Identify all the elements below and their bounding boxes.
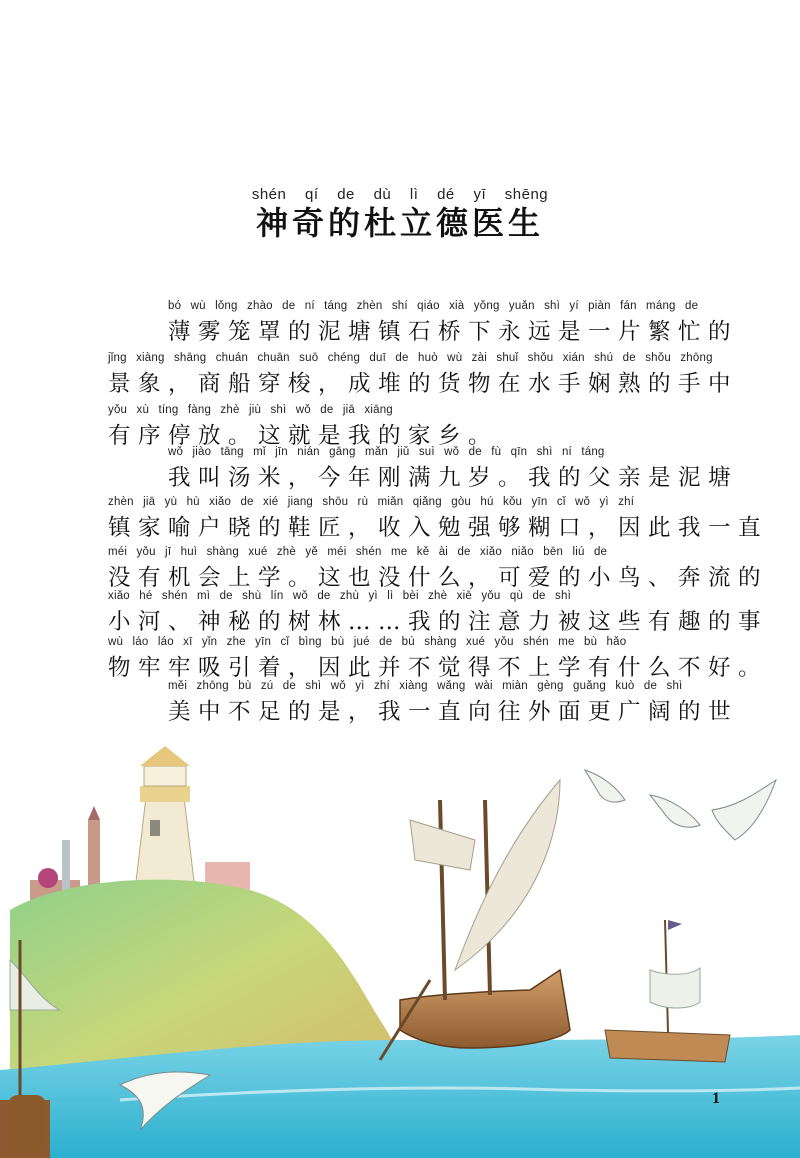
pinyin-line: wǒ jiào tāng mǐ jīn nián gāng mǎn jiǔ suì wǒ de fù qīn shì ní táng bbox=[168, 446, 605, 458]
pinyin-line: wù láo láo xī yǐn zhe yīn cǐ bìng bù jué de bú shàng xué yǒu shén me bù hǎo bbox=[108, 636, 627, 648]
pinyin-line: méi yǒu jī huì shàng xué zhè yě méi shén me kě ài de xiǎo niǎo bēn liú de bbox=[108, 546, 608, 558]
barrel bbox=[8, 1095, 46, 1151]
chinese-line: 镇家喻户晓的鞋匠，收入勉强够糊口，因此我一直 bbox=[108, 515, 769, 541]
text-line bbox=[108, 680, 739, 738]
flying-birds bbox=[585, 770, 776, 840]
lighthouse bbox=[135, 746, 195, 890]
chinese-line: 薄雾笼罩的泥塘镇石桥下永远是一片繁忙的 bbox=[168, 319, 739, 345]
pinyin-line: xiǎo hé shén mì de shù lín wǒ de zhù yì lì bèi zhè xiē yǒu qù de shì bbox=[108, 590, 571, 602]
chinese-line: 我叫汤米，今年刚满九岁。我的父亲是泥塘 bbox=[168, 465, 739, 491]
pinyin-line: zhèn jiā yù hù xiǎo de xié jiang shōu rù miǎn qiǎng gòu hú kǒu yīn cǐ wǒ yì zhí bbox=[108, 496, 635, 508]
pinyin-line: yǒu xù tíng fàng zhè jiù shì wǒ de jiā xiāng bbox=[108, 404, 393, 416]
harbor-illustration bbox=[0, 740, 800, 1158]
pinyin-line: měi zhōng bù zú de shì wǒ yì zhí xiàng wǎng wài miàn gèng guǎng kuò de shì bbox=[168, 680, 683, 692]
chinese-line: 美中不足的是，我一直向往外面更广阔的世 bbox=[168, 699, 739, 725]
title-block bbox=[0, 186, 800, 243]
pinyin-line: jǐng xiàng shāng chuán chuān suō chéng duī de huò wù zài shuǐ shǒu xián shú de shǒu zhōng bbox=[108, 352, 713, 364]
chinese-line: 小河、神秘的树林……我的注意力被这些有趣的事 bbox=[108, 609, 769, 635]
chinese-line: 有序停放。这就是我的家乡。 bbox=[108, 423, 499, 449]
chinese-line: 没有机会上学。这也没什么，可爱的小鸟、奔流的 bbox=[108, 565, 769, 591]
small-ship bbox=[605, 920, 730, 1062]
page-number: 1 bbox=[712, 1090, 720, 1107]
pinyin-line: bó wù lǒng zhào de ní táng zhèn shí qiáo xià yǒng yuǎn shì yí piàn fán máng de bbox=[168, 300, 699, 312]
chinese-line: 景象，商船穿梭，成堆的货物在水手娴熟的手中 bbox=[108, 371, 739, 397]
text-line bbox=[108, 352, 739, 410]
title-pinyin: shén qí de dù lì dé yī shēng bbox=[251, 186, 549, 203]
chinese-line: 物牢牢吸引着，因此并不觉得不上学有什么不好。 bbox=[108, 655, 769, 681]
main-ship bbox=[380, 780, 570, 1060]
page-title: 神奇的杜立德医生 bbox=[255, 204, 544, 242]
